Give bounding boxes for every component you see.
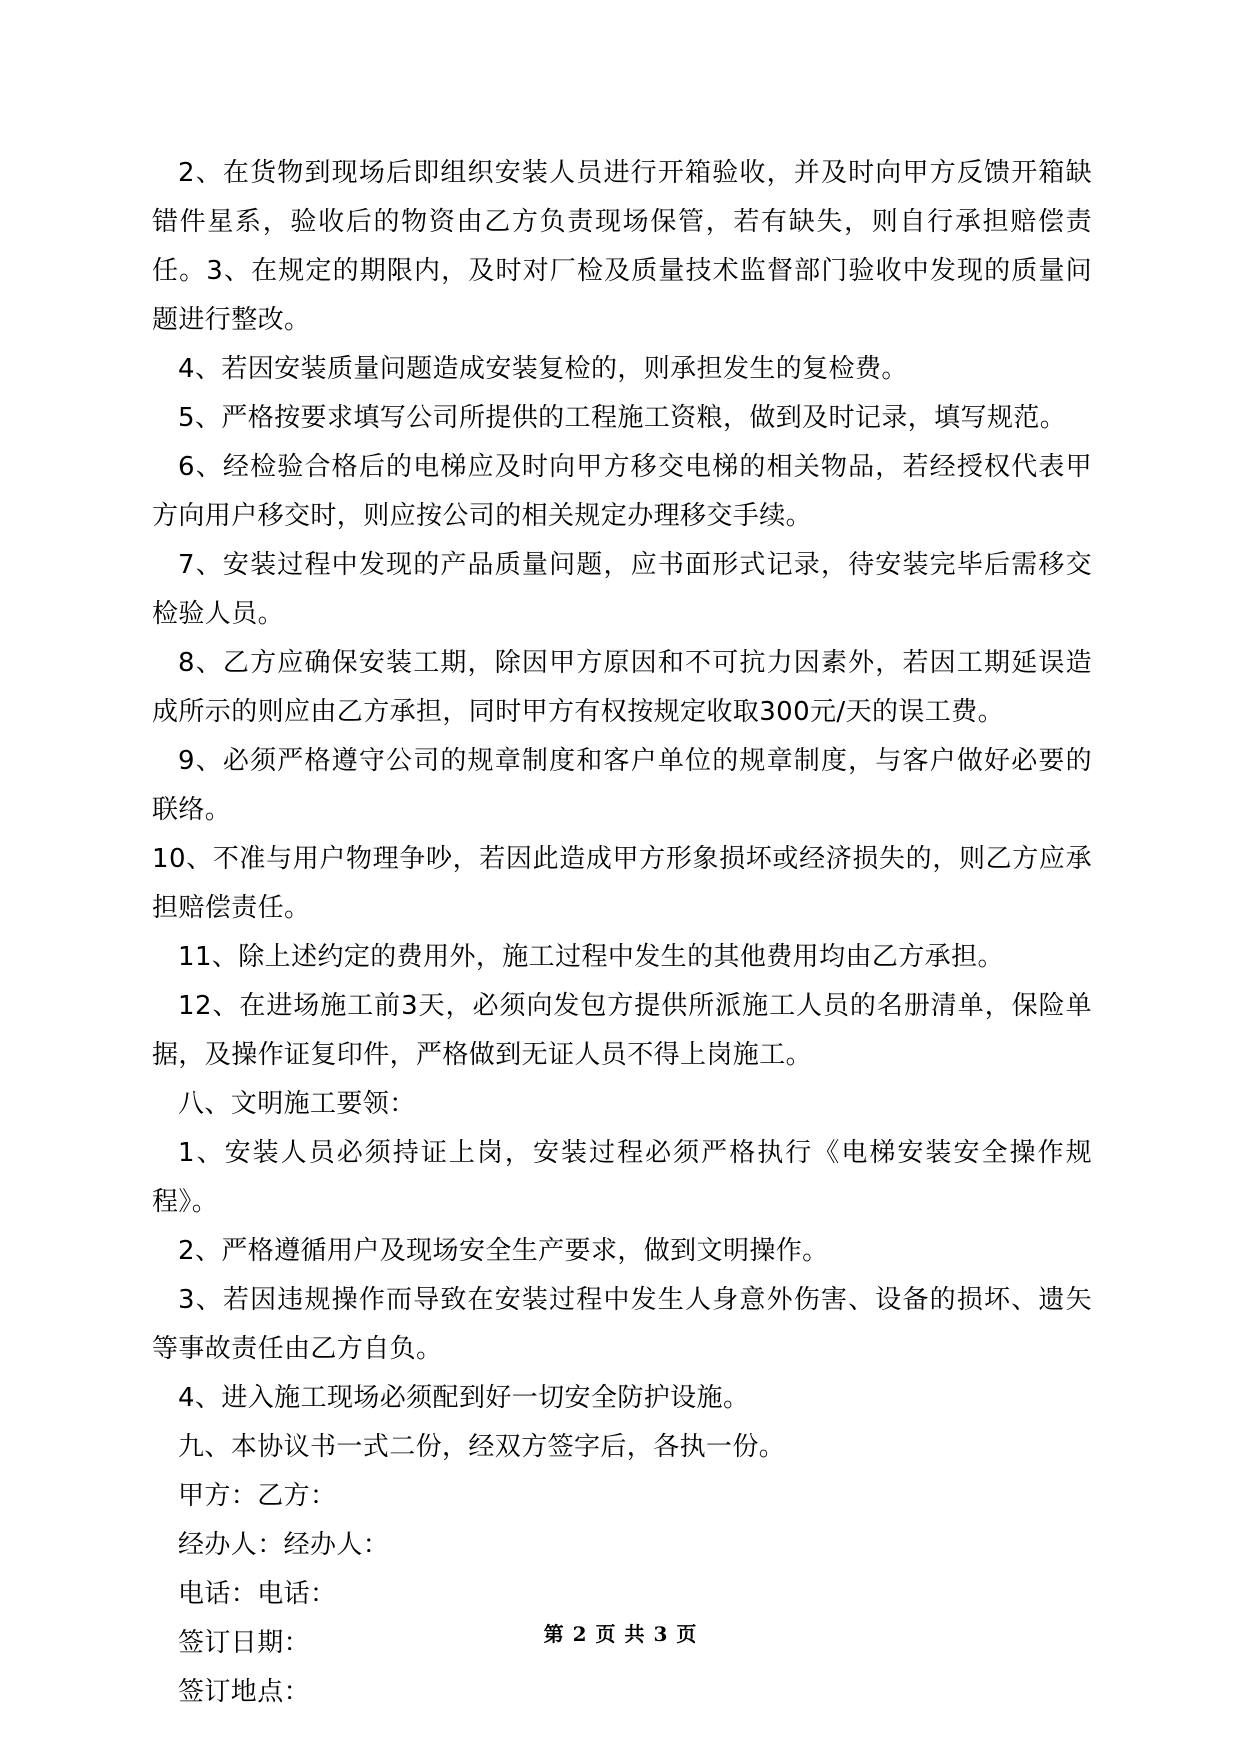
page-number-footer: 第 2 页 共 3 页 xyxy=(543,1622,698,1646)
paragraph-item-6-handover: 6、经检验合格后的电梯应及时向甲方移交电梯的相关物品，若经授权代表甲方向用户移交时，则应按公司的相关规定办理移交手续。 xyxy=(152,452,1092,531)
document-body xyxy=(152,149,1092,1717)
paragraph-item-8-schedule: 8、乙方应确保安装工期，除因甲方原因和不可抗力因素外，若因工期延误造成所示的则应由乙方承担，同时甲方有权按规定收取300元/天的误工费。 xyxy=(152,648,1092,727)
paragraph-item-9-regulations: 9、必须严格遵守公司的规章制度和客户单位的规章制度，与客户做好必要的联络。 xyxy=(152,746,1092,825)
signature-handlers: 经办人：经办人： xyxy=(178,1530,390,1560)
signature-phones: 电话：电话： xyxy=(178,1579,337,1609)
paragraph-item-12-personnel: 12、在进场施工前3天，必须向发包方提供所派施工人员的名册清单，保险单据，及操作证复印件，严格做到无证人员不得上岗施工。 xyxy=(152,991,1092,1070)
paragraph-safety-4: 4、进入施工现场必须配到好一切安全防护设施。 xyxy=(178,1383,750,1413)
signature-date: 签订日期： xyxy=(178,1628,311,1658)
paragraph-item-4-reinspection: 4、若因安装质量问题造成安装复检的，则承担发生的复检费。 xyxy=(178,354,908,384)
paragraph-item-5-records: 5、严格按要求填写公司所提供的工程施工资粮，做到及时记录，填写规范。 xyxy=(178,403,1067,433)
paragraph-safety-1: 1、安装人员必须持证上岗，安装过程必须严格执行《电梯安装安全操作规程》。 xyxy=(152,1138,1092,1217)
paragraph-safety-3: 3、若因违规操作而导致在安装过程中发生人身意外伤害、设备的损坏、遗矢等事故责任由乙方自负。 xyxy=(152,1285,1092,1364)
paragraph-item-10-disputes: 10、不准与用户物理争吵，若因此造成甲方形象损坏或经济损失的，则乙方应承担赔偿责任。 xyxy=(152,844,1092,923)
paragraph-safety-2: 2、严格遵循用户及现场安全生产要求，做到文明操作。 xyxy=(178,1236,829,1266)
paragraph-item-7-quality-issues: 7、安装过程中发现的产品质量问题，应书面形式记录，待安装完毕后需移交检验人员。 xyxy=(152,550,1092,629)
paragraph-item-11-costs: 11、除上述约定的费用外，施工过程中发生的其他费用均由乙方承担。 xyxy=(178,942,1004,972)
signature-location: 签订地点： xyxy=(178,1677,311,1707)
paragraph-item-2-acceptance: 2、在货物到现场后即组织安装人员进行开箱验收，并及时向甲方反馈开箱缺错件星系，验收后的物资由乙方负责现场保管，若有缺失，则自行承担赔偿责任。3、在规定的期限内，及时对厂检及质量技术监督部门验收中发现的质量问题进行整改。 xyxy=(152,158,1092,335)
signature-parties: 甲方：乙方： xyxy=(178,1481,337,1511)
section-heading-civilized-construction: 八、文明施工要领： xyxy=(178,1089,416,1119)
section-agreement-copies: 九、本协议书一式二份，经双方签字后，各执一份。 xyxy=(178,1432,786,1462)
